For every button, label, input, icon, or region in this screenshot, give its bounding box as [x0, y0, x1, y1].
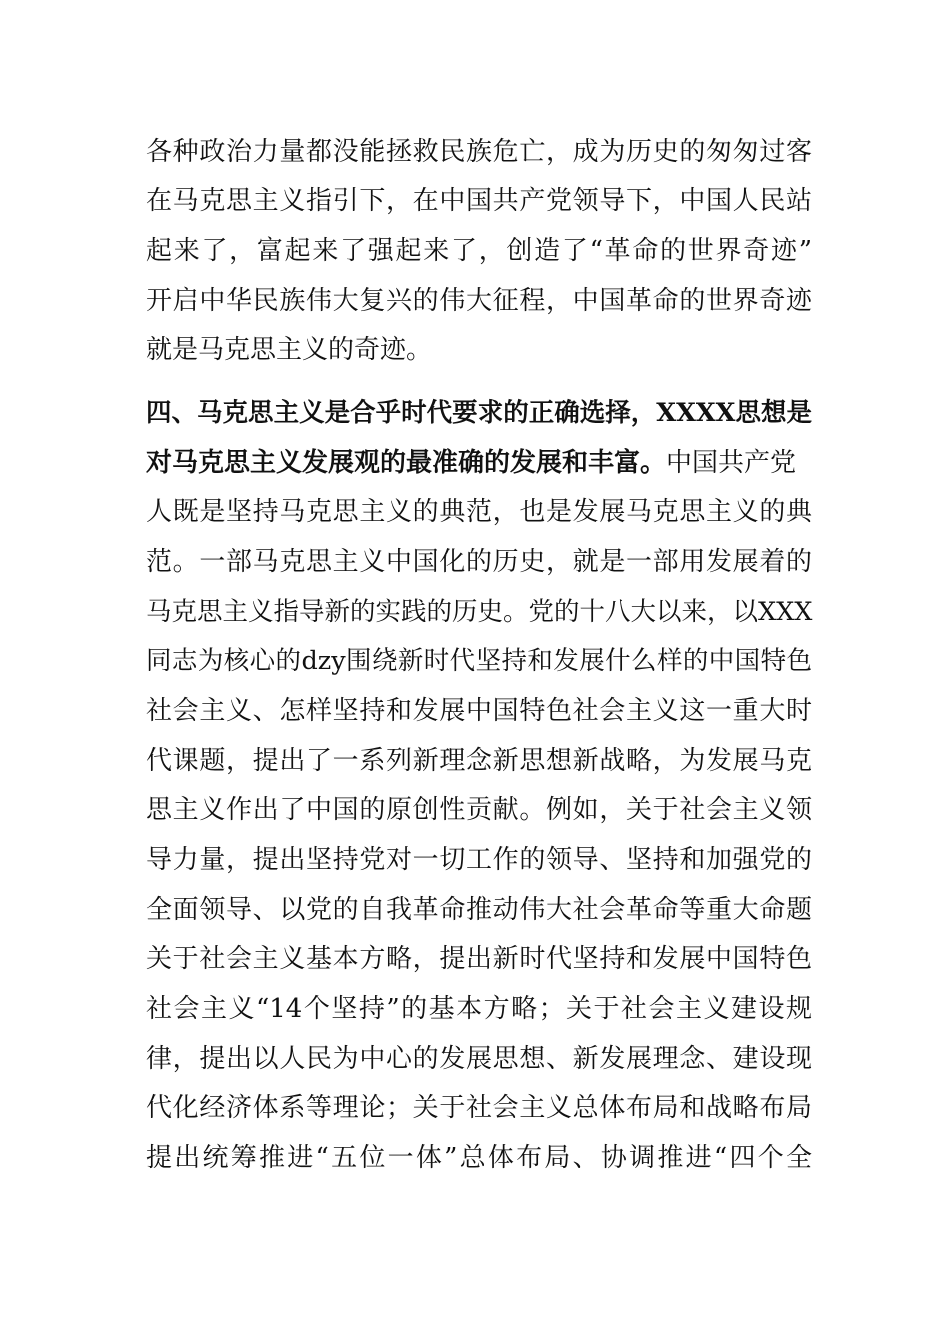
- paragraph-2-line-13: 代化经济体系等理论；关于社会主义总体布局和战略布局: [146, 1093, 812, 1123]
- paragraph-2-line-5: 社会主义、怎样坚持和发展中国特色社会主义这一重大时: [146, 696, 812, 726]
- paragraph-2-line-14: 提出统筹推进“五位一体”总体布局、协调推进“四个全: [146, 1143, 812, 1173]
- paragraph-1-line-2: 在马克思主义指引下，在中国共产党领导下，中国人民站: [146, 186, 812, 216]
- paragraph-2-line-6: 代课题，提出了一系列新理念新思想新战略，为发展马克: [146, 746, 812, 776]
- section-heading-rest-text: 中国共产党: [666, 448, 797, 478]
- section-heading-bold-text: 对马克思主义发展观的最准确的发展和丰富。: [146, 448, 667, 478]
- paragraph-2-line-1: 人既是坚持马克思主义的典范，也是发展马克思主义的典: [146, 497, 812, 527]
- paragraph-2-line-7: 思主义作出了中国的原创性贡献。例如，关于社会主义领: [146, 795, 812, 825]
- paragraph-2-line-11: 社会主义“14个坚持”的基本方略；关于社会主义建设规: [146, 994, 812, 1024]
- paragraph-2-line-4: 同志为核心的dzy围绕新时代坚持和发展什么样的中国特色: [146, 646, 812, 676]
- paragraph-2-line-3: 马克思主义指导新的实践的历史。党的十八大以来，以XXX: [146, 597, 813, 627]
- paragraph-2-line-8: 导力量，提出坚持党对一切工作的领导、坚持和加强党的: [146, 845, 812, 875]
- paragraph-2-line-2: 范。一部马克思主义中国化的历史，就是一部用发展着的: [146, 547, 812, 577]
- paragraph-2-line-12: 律，提出以人民为中心的发展思想、新发展理念、建设现: [146, 1044, 812, 1074]
- section-heading-line-2: [146, 443, 812, 483]
- paragraph-1-line-1: 各种政治力量都没能拯救民族危亡，成为历史的匆匆过客: [146, 137, 812, 167]
- paragraph-2-line-9: 全面领导、以党的自我革命推动伟大社会革命等重大命题: [146, 895, 812, 925]
- paragraph-1-line-5: 就是马克思主义的奇迹。: [146, 335, 433, 365]
- paragraph-1-line-3: 起来了，富起来了强起来了，创造了“革命的世界奇迹”: [146, 236, 812, 266]
- section-heading-line-1: 四、马克思主义是合乎时代要求的正确选择，XXXX思想是: [146, 398, 812, 428]
- paragraph-1-line-4: 开启中华民族伟大复兴的伟大征程，中国革命的世界奇迹: [146, 286, 812, 316]
- paragraph-2-line-10: 关于社会主义基本方略，提出新时代坚持和发展中国特色: [146, 944, 812, 974]
